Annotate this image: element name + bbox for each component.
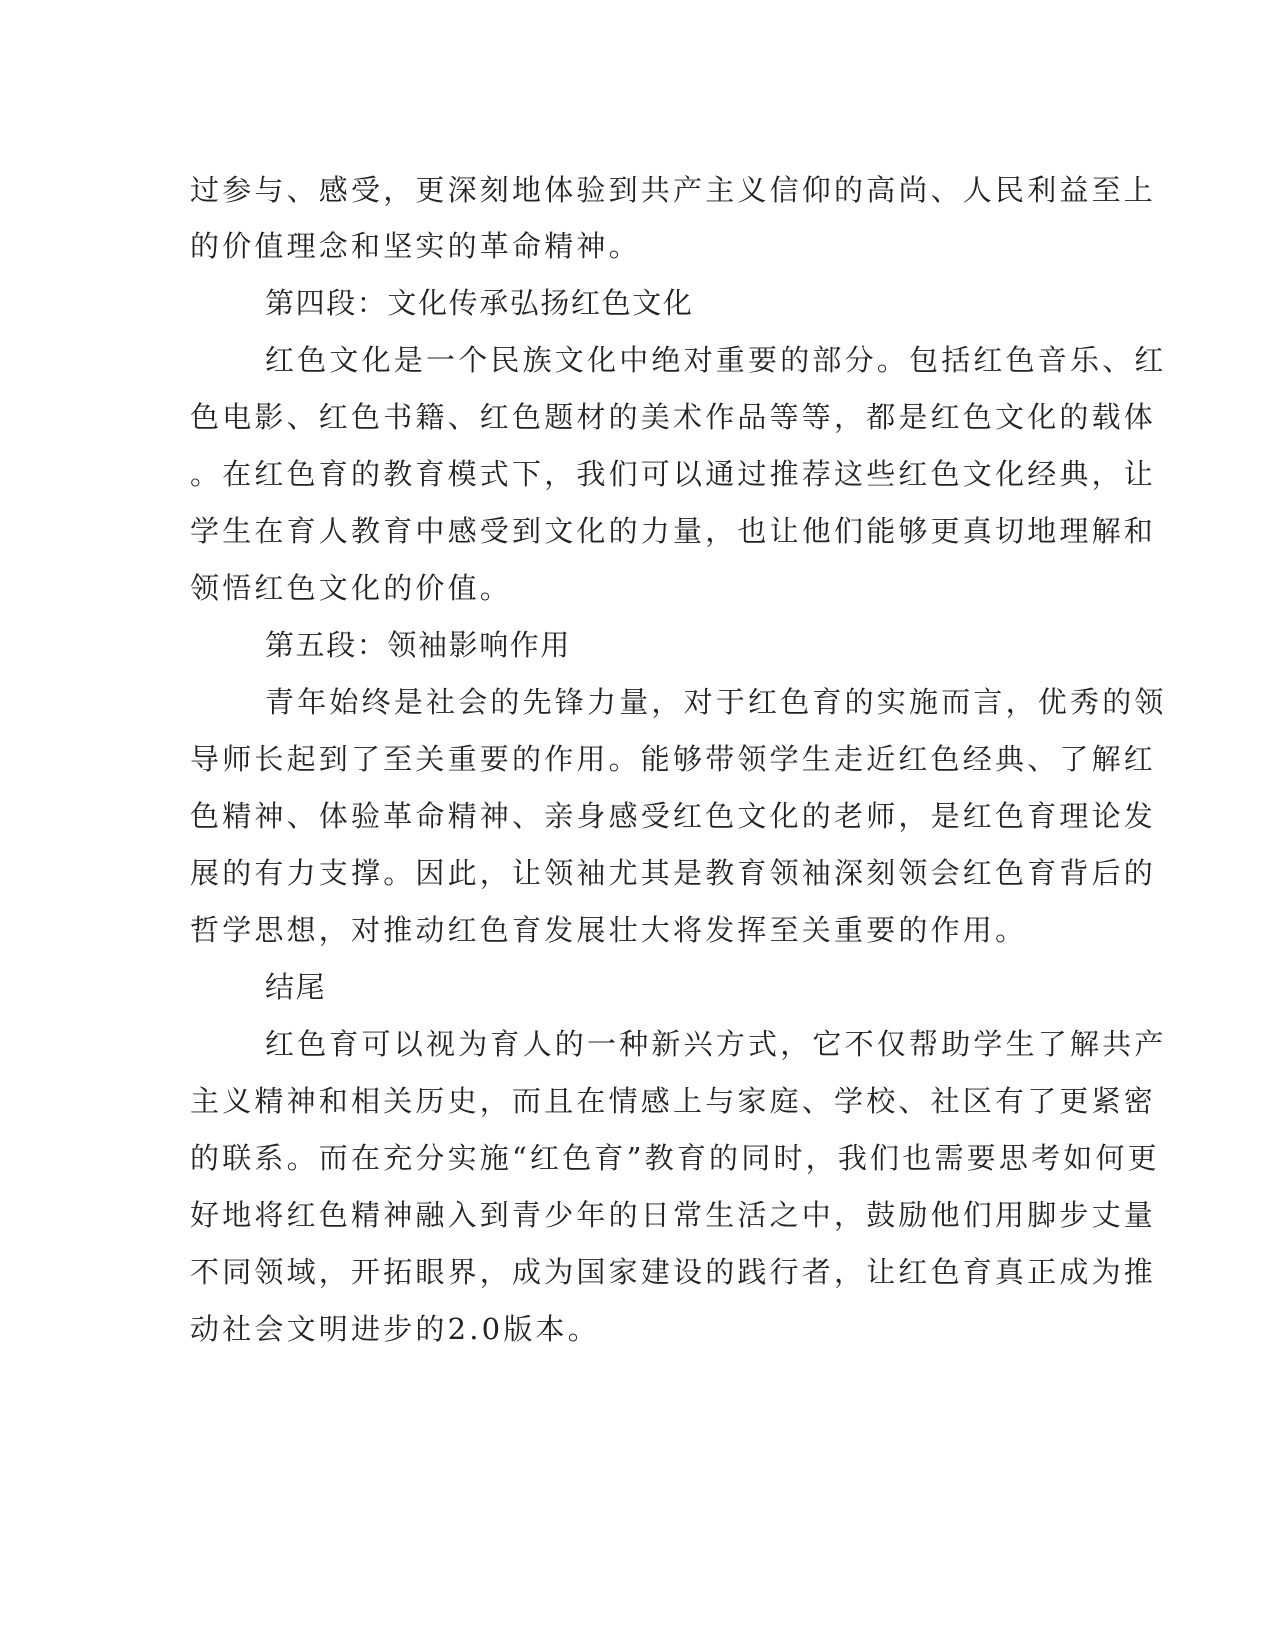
paragraph-line: 动社会文明进步的2.0版本。	[190, 1312, 600, 1346]
paragraph-line: 领悟红色文化的价值。	[190, 571, 513, 605]
paragraph-line: 。在红色育的教育模式下，我们可以通过推荐这些红色文化经典，让	[190, 457, 1157, 491]
paragraph-line: 的价值理念和坚实的革命精神。	[190, 229, 641, 263]
section-heading-ending: 结尾	[265, 970, 327, 1004]
paragraph-line: 导师长起到了至关重要的作用。能够带领学生走近红色经典、了解红	[190, 742, 1157, 776]
paragraph-line: 红色文化是一个民族文化中绝对重要的部分。包括红色音乐、红	[265, 343, 1167, 377]
paragraph-line: 青年始终是社会的先锋力量，对于红色育的实施而言，优秀的领	[265, 685, 1167, 719]
paragraph-line: 不同领域，开拓眼界，成为国家建设的践行者，让红色育真正成为推	[190, 1255, 1157, 1289]
paragraph-line: 色电影、红色书籍、红色题材的美术作品等等，都是红色文化的载体	[190, 400, 1157, 434]
paragraph-line: 好地将红色精神融入到青少年的日常生活之中，鼓励他们用脚步丈量	[190, 1198, 1157, 1232]
paragraph-line: 红色育可以视为育人的一种新兴方式，它不仅帮助学生了解共产	[265, 1027, 1167, 1061]
paragraph-line: 过参与、感受，更深刻地体验到共产主义信仰的高尚、人民利益至上	[190, 173, 1157, 207]
paragraph-line: 展的有力支撑。因此，让领袖尤其是教育领袖深刻领会红色育背后的	[190, 856, 1157, 890]
section-heading-4: 第四段：文化传承弘扬红色文化	[265, 286, 694, 320]
paragraph-line: 哲学思想，对推动红色育发展壮大将发挥至关重要的作用。	[190, 913, 1028, 947]
paragraph-line: 色精神、体验革命精神、亲身感受红色文化的老师，是红色育理论发	[190, 799, 1157, 833]
paragraph-line: 主义精神和相关历史，而且在情感上与家庭、学校、社区有了更紧密	[190, 1084, 1157, 1118]
section-heading-5: 第五段：领袖影响作用	[265, 628, 572, 662]
paragraph-line: 的联系。而在充分实施“红色育”教育的同时，我们也需要思考如何更	[190, 1141, 1160, 1175]
paragraph-line: 学生在育人教育中感受到文化的力量，也让他们能够更真切地理解和	[190, 514, 1157, 548]
